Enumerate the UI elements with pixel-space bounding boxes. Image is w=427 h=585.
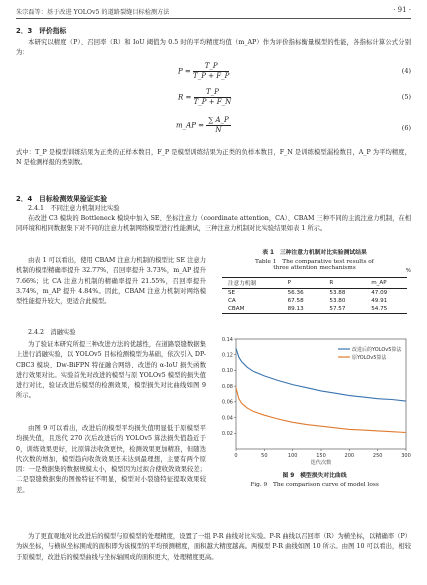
- loss-discussion: 由图 9 可以看出，改进后的模型平均损失值明显低于原模型平均损失值，且迭代 270 次后改进后的 YOLOv5 算法损失值趋近于 0，训练效果更好，比原算法收敛更快，检测效果更加精准，但随迭代次数的增加，模型趋向收敛效果还未达到最理想，主要有两个原因：一是数据集的数据规模太小，模型因为过拟合使收敛效果较差；二是裂缝数据集的图像特征不明显，模型对小裂缝特征提取效果较差。: [16, 425, 206, 494]
- table1-col-p: P: [287, 280, 291, 286]
- y-tick-label: 0.06: [221, 399, 233, 406]
- loss-chart: [216, 331, 412, 466]
- table1-caption: [218, 247, 411, 271]
- x-tick-label: 0: [234, 453, 238, 459]
- y-tick-label: 0.14: [221, 336, 233, 343]
- series-line-1: [236, 388, 406, 433]
- table-row: CBAM 89.13 57.57 54.75: [228, 306, 388, 312]
- x-tick-label: 250: [372, 453, 383, 459]
- y-tick-label: 0.04: [221, 415, 233, 422]
- x-axis-label: 迭代次数: [310, 460, 332, 466]
- equation-4-number: (4): [401, 67, 411, 75]
- y-tick-label: 0.08: [221, 383, 233, 390]
- pr-curve-paragraph: 为了更直观地对比改进后的模型与原模型的处理精度，设置了一组 P-R 曲线对比实验。P-R 曲线以召回率（R）为横坐标，以精确率（P）为纵坐标，与横纵坐标围成的面积即为该模型的平均预测精度，面积越大精度越高。两模型 P-R 曲线如图 10 所示。由图 10 可以看出，相较于原模型，改进后的模型曲线与坐标轴围成的面积更大，处理精度更高。: [16, 533, 411, 561]
- figure9-caption-cn: 图 9 模型损失对比曲线: [282, 473, 347, 479]
- x-tick-label: 150: [316, 453, 326, 459]
- table1: [222, 277, 407, 314]
- table1-title-en-2: three attention mechanisms: [273, 265, 356, 271]
- table1-discussion: 由表 1 可以看出，使用 CBAM 注意力机制的模型比 SE 注意力机制的模型精确率提升 32.77%，召回率提升 3.73%，m_AP 提升 7.66%；比 CA 注意力机制的精确率提升 21.55%，召回率提升 3.74%，m_AP 提升 4.84%。因此，CBAM 注意力机制对网络模型性能提升较大，更适合此模型。: [16, 257, 206, 306]
- equation-5: R = $\frac{T\_P}{T\_P + F\_N}$: [178, 88, 232, 106]
- table1-unit: %: [405, 268, 411, 274]
- legend-label-0: 改进后的YOLOv5算法: [352, 346, 402, 353]
- table1-col-map: m_AP: [371, 280, 387, 286]
- legend-label-1: 原YOLOv5算法: [352, 354, 387, 361]
- section-2-4-title: 2．4 目标检测效果验证实验: [16, 195, 108, 203]
- section-2-3-definitions: 式中：T_P 是模型训练结果为正类的正样本数目，F_P 是模型训练结果为正类的负样本数目，F_N 是训练模型漏检数目，A_P 为平均精度，N 是检测样报的类别数。: [16, 149, 411, 167]
- equation-4: P = $\frac{T\_P}{T\_P + F\_P}$: [178, 62, 230, 80]
- equation-6-number: (6): [401, 124, 411, 132]
- y-tick-label: 0.02: [221, 431, 233, 438]
- table1-col-mechanism: 注意力机制: [228, 281, 256, 287]
- table1-title-en-1: Table 1 The comparative test results of: [255, 259, 374, 265]
- figure9-caption-en: Fig. 9 The comparison curve of model loss: [250, 482, 379, 488]
- header-rule: [16, 18, 411, 19]
- subsection-2-4-1-title: 2.4.1 不同注意力机制对比实验: [28, 205, 120, 212]
- x-tick-label: 300: [401, 453, 411, 459]
- running-header: [16, 4, 411, 18]
- x-tick-label: 100: [287, 453, 298, 459]
- header-authors-title: 朱宗磊等：基于改进 YOLOv5 的道路裂缝目标检测方法: [16, 9, 170, 16]
- equation-5-number: (5): [401, 93, 411, 101]
- table1-title-cn: 表 1 三种注意力机制对比实验测试结果: [262, 250, 367, 256]
- section-2-3-title: 2．3 评价指标: [16, 27, 67, 35]
- section-2-4-1-intro: 在改进 C3 模块的 Bottleneck 模块中加入 SE、坐标注意力（coordinate attention，CA）、CBAM 三种不同的主流注意力机制，在相同环境和相同数据集下对不同的注意力机制网络模型进行性能测试，三种注意力机制对比实验结果如表 1 所示。: [16, 215, 411, 233]
- x-tick-label: 200: [344, 453, 355, 459]
- y-tick-label: 0.12: [221, 352, 233, 359]
- section-2-3-intro: 本研究以精度（P）、召回率（R）和 IoU 阈值为 0.5 时的平均精度均值（m_AP）作为评价指标衡量模型的性能，各指标计算公式分别为：: [16, 39, 411, 57]
- subsection-2-4-2-title: 2.4.2 消融实验: [28, 329, 76, 336]
- x-tick-label: 50: [261, 453, 268, 459]
- table-row: CA 67.58 53.80 49.91: [228, 298, 388, 304]
- table1-header-row: [222, 278, 407, 289]
- page-number: · 91 ·: [393, 6, 411, 14]
- table-row: SE 56.36 53.88 47.09: [228, 290, 388, 296]
- figure9-caption: [218, 470, 411, 488]
- ablation-intro: 为了验证本研究所提三种改进方法的优越性，在道路裂缝数据集上进行消融实验，以 YOLOv5 目标检测模型为基础，依次引入 DP-CBC3 模块、Dw-BiFPN 特征融合网络、改进的 α-IoU 损失函数进行效果对比。实验首先对改进的模型与原 YOLOv5 模型的损失值进行对比，验证改进后模型的检测效果，模型损失对比曲线如图 9 所示。: [16, 341, 206, 400]
- table1-col-r: R: [329, 280, 334, 286]
- equation-6: m_AP = $\frac{\sum A\_P}{N}$: [176, 116, 229, 134]
- y-tick-label: 0.10: [221, 368, 233, 375]
